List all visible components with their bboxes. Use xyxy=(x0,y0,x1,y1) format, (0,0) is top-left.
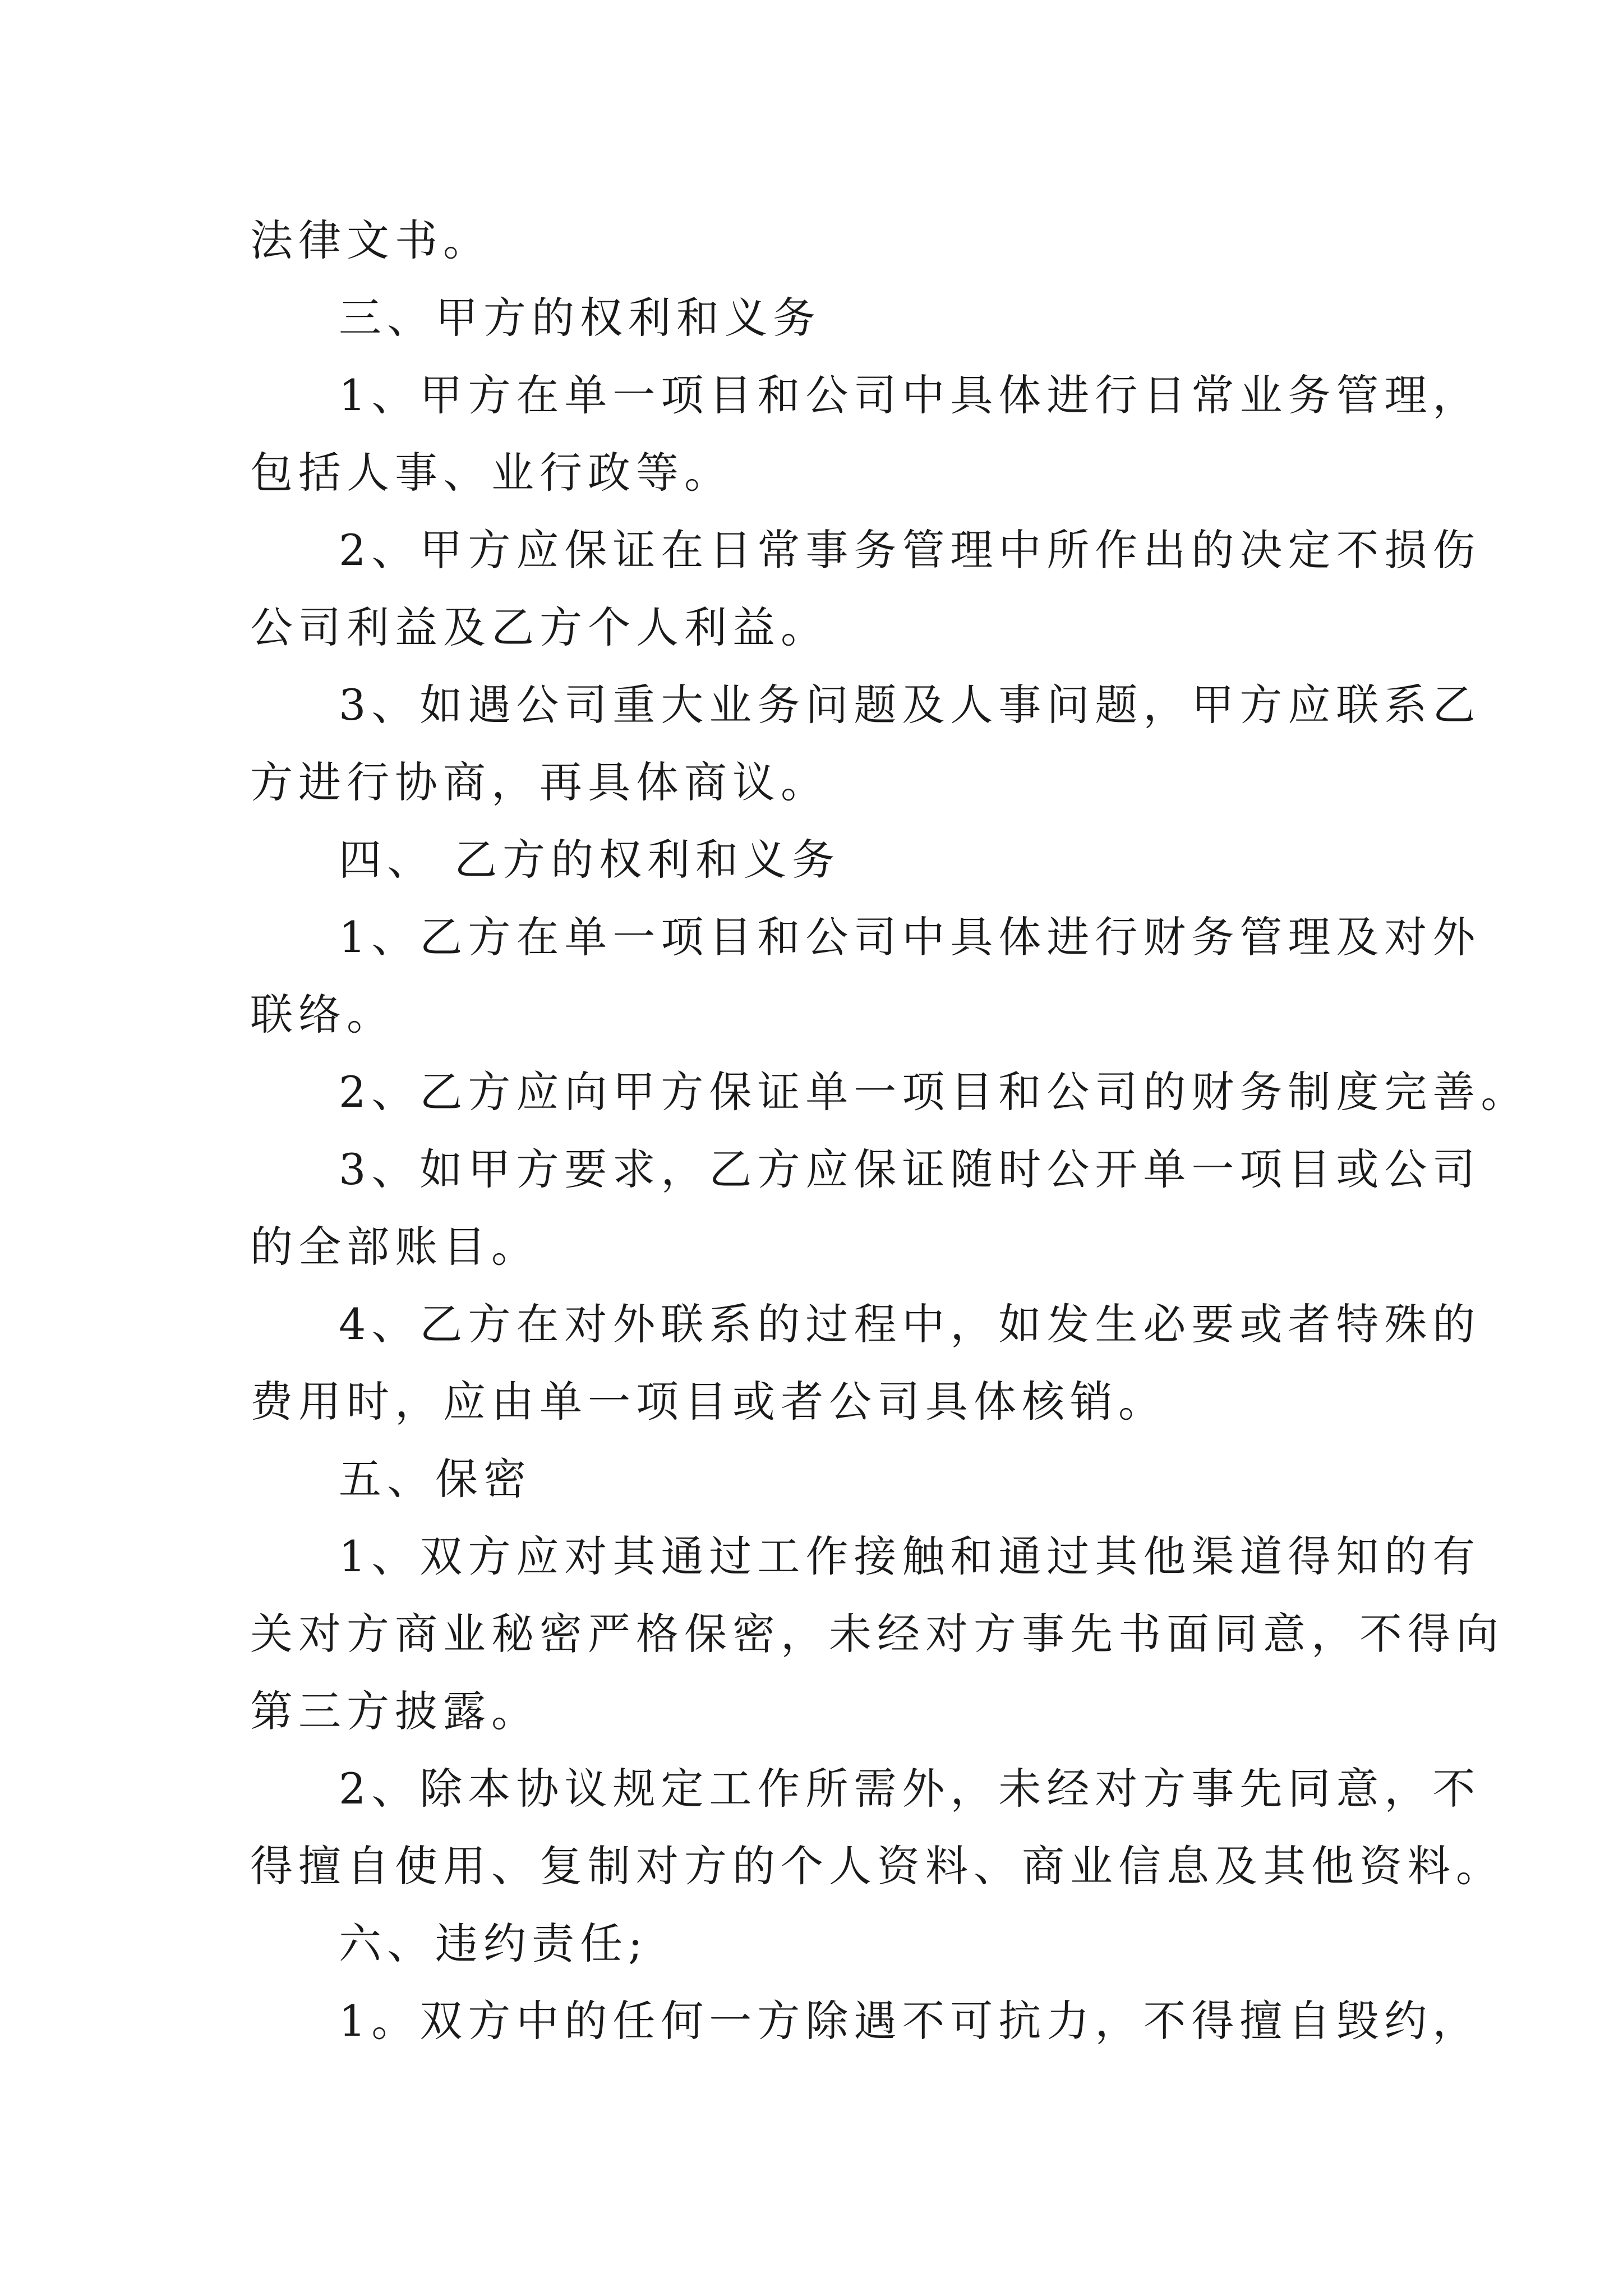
text-line: 2、甲方应保证在日常事务管理中所作出的决定不损伤 xyxy=(339,525,1481,575)
text-line: 的全部账目。 xyxy=(250,1222,540,1272)
text-line: 2、乙方应向甲方保证单一项目和公司的财务制度完善。 xyxy=(339,1067,1529,1117)
text-line: 费用时，应由单一项目或者公司具体核销。 xyxy=(250,1377,1166,1427)
document-body xyxy=(250,202,1529,2060)
text-line: 关对方商业秘密严格保密，未经对方事先书面同意，不得向 xyxy=(250,1609,1504,1659)
text-line: 1、双方应对其通过工作接触和通过其他渠道得知的有 xyxy=(339,1531,1481,1581)
section-heading: 六、违约责任; xyxy=(339,1918,648,1968)
text-line: 联络。 xyxy=(250,990,395,1039)
text-line: 1、甲方在单一项目和公司中具体进行日常业务管理， xyxy=(339,370,1481,420)
text-line: 公司利益及乙方个人利益。 xyxy=(250,602,829,652)
text-line: 得擅自使用、复制对方的个人资料、商业信息及其他资料。 xyxy=(250,1841,1504,1891)
text-line: 1、乙方在单一项目和公司中具体进行财务管理及对外 xyxy=(339,912,1481,962)
text-line: 2、除本协议规定工作所需外，未经对方事先同意，不 xyxy=(339,1764,1481,1814)
text-line: 包括人事、业行政等。 xyxy=(250,448,732,498)
text-line: 4、乙方在对外联系的过程中，如发生必要或者特殊的 xyxy=(339,1299,1481,1349)
text-line: 1。双方中的任何一方除遇不可抗力，不得擅自毁约， xyxy=(339,1996,1481,2046)
section-heading: 四、 乙方的权利和义务 xyxy=(339,835,841,885)
section-heading: 三、甲方的权利和义务 xyxy=(339,293,821,343)
text-line: 法律文书。 xyxy=(250,215,491,265)
text-line: 3、如遇公司重大业务问题及人事问题，甲方应联系乙 xyxy=(339,680,1481,730)
text-line: 第三方披露。 xyxy=(250,1686,540,1736)
text-line: 方进行协商，再具体商议。 xyxy=(250,757,829,807)
text-line: 3、如甲方要求，乙方应保证随时公开单一项目或公司 xyxy=(339,1144,1481,1194)
section-heading: 五、保密 xyxy=(339,1454,532,1504)
